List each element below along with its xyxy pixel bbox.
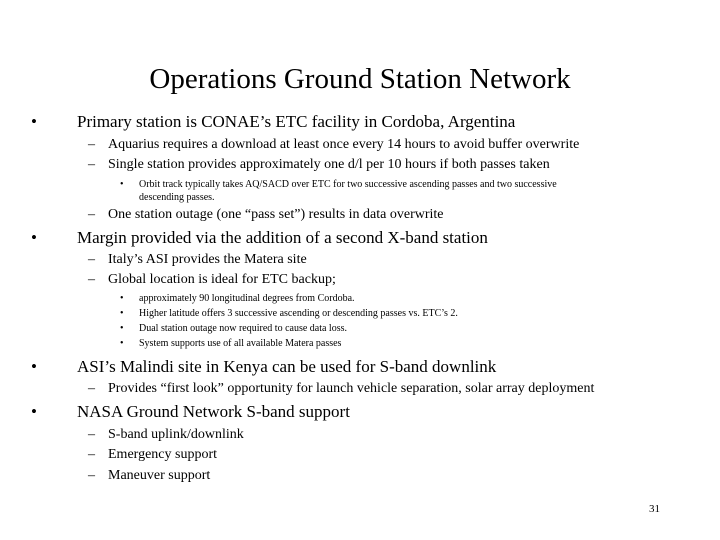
- dash-marker: –: [88, 447, 95, 462]
- dash-marker: –: [88, 272, 95, 287]
- sub-bullet-text: Global location is ideal for ETC backup;: [108, 272, 336, 287]
- slide-title: Operations Ground Station Network: [149, 63, 571, 95]
- dash-marker: –: [88, 427, 95, 442]
- dash-marker: –: [88, 137, 95, 152]
- sub-bullet-text: Maneuver support: [108, 468, 211, 483]
- detail-text: System supports use of all available Matera passes: [139, 338, 342, 349]
- bullet-marker: •: [31, 228, 37, 247]
- bullet-text: Margin provided via the addition of a second X-band station: [77, 228, 488, 247]
- sub-bullet-text: S-band uplink/downlink: [108, 427, 244, 442]
- dash-marker: –: [88, 468, 95, 483]
- sub-bullet-text: Provides “first look” opportunity for launch vehicle separation, solar array deployment: [108, 381, 595, 396]
- slide-number: 31: [649, 503, 660, 515]
- dash-marker: –: [88, 252, 95, 267]
- bullet-text: NASA Ground Network S-band support: [77, 402, 350, 421]
- sub-bullet-text: One station outage (one “pass set”) results in data overwrite: [108, 207, 444, 222]
- bullet-marker: •: [120, 323, 124, 334]
- dash-marker: –: [88, 157, 95, 172]
- sub-bullet-text: Aquarius requires a download at least once every 14 hours to avoid buffer overwrite: [108, 137, 580, 152]
- detail-text: Dual station outage now required to cause data loss.: [139, 323, 347, 334]
- detail-text: descending passes.: [139, 192, 215, 203]
- bullet-marker: •: [120, 293, 124, 304]
- detail-text: approximately 90 longitudinal degrees from Cordoba.: [139, 293, 355, 304]
- sub-bullet-text: Emergency support: [108, 447, 217, 462]
- dash-marker: –: [88, 381, 95, 396]
- dash-marker: –: [88, 207, 95, 222]
- bullet-text: Primary station is CONAE’s ETC facility in Cordoba, Argentina: [77, 112, 516, 131]
- bullet-text: ASI’s Malindi site in Kenya can be used for S-band downlink: [77, 357, 497, 376]
- bullet-marker: •: [31, 112, 37, 131]
- detail-text: Higher latitude offers 3 successive ascending or descending passes vs. ETC’s 2.: [139, 308, 458, 319]
- bullet-marker: •: [120, 338, 124, 349]
- bullet-marker: •: [120, 308, 124, 319]
- sub-bullet-text: Italy’s ASI provides the Matera site: [108, 252, 307, 267]
- bullet-marker: •: [31, 357, 37, 376]
- sub-bullet-text: Single station provides approximately one d/l per 10 hours if both passes taken: [108, 157, 550, 172]
- bullet-marker: •: [31, 402, 37, 421]
- bullet-marker: •: [120, 179, 124, 190]
- detail-text: Orbit track typically takes AQ/SACD over ETC for two successive ascending passes and two successive: [139, 179, 557, 190]
